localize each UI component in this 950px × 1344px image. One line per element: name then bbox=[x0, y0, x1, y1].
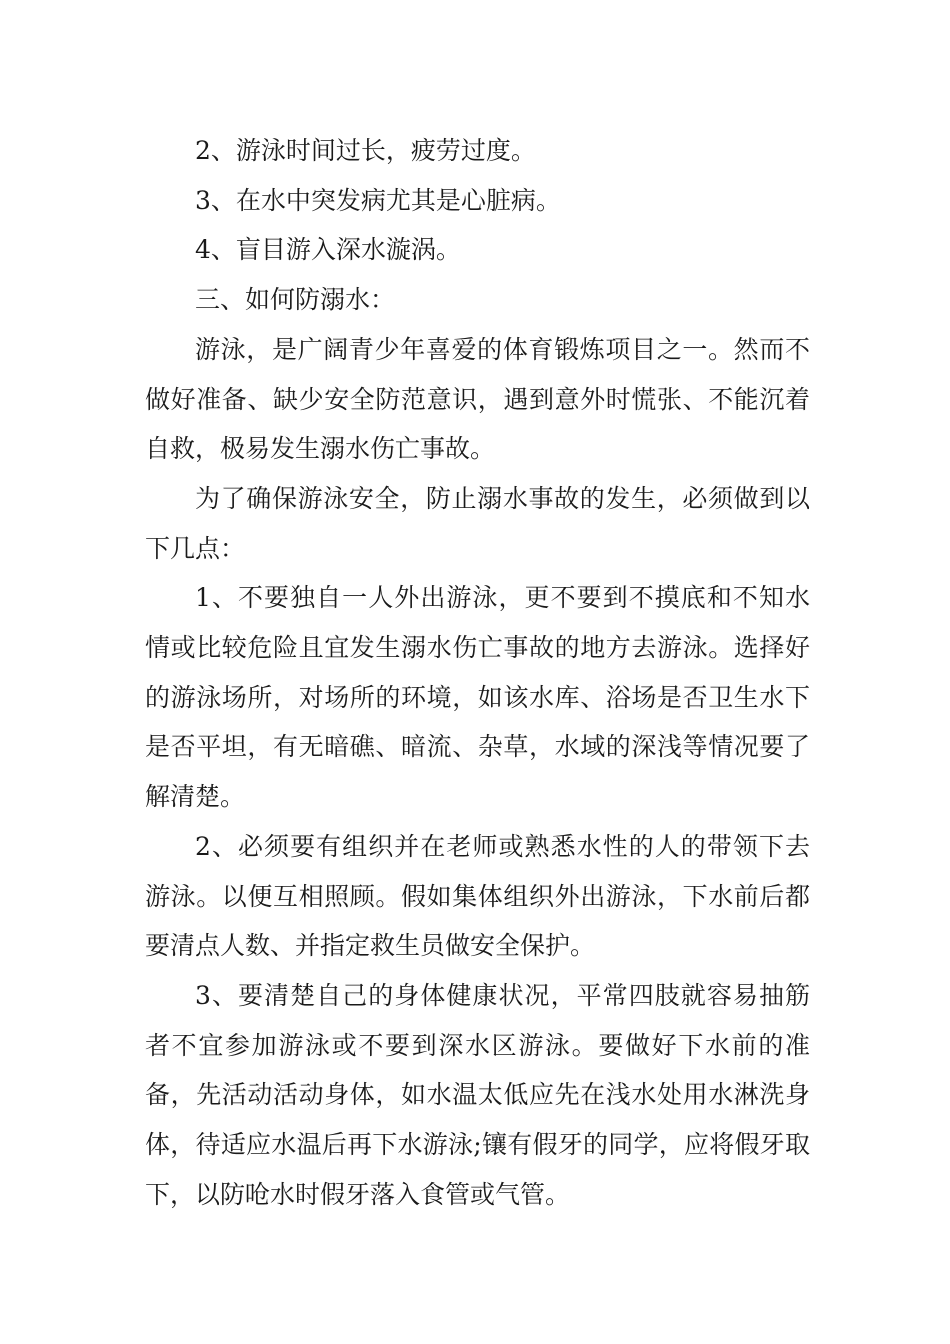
paragraph-requirements: 为了确保游泳安全，防止溺水事故的发生，必须做到以下几点： bbox=[145, 483, 810, 563]
document-body bbox=[145, 126, 810, 1219]
paragraph-rule-1: 1、不要独自一人外出游泳，更不要到不摸底和不知水情或比较危险且宜发生溺水伤亡事故的地方去游泳。选择好的游泳场所，对场所的环境，如该水库、浴场是否卫生水下是否平坦，有无暗礁、暗流、杂草，水域的深浅等情况要了解清楚。 bbox=[145, 583, 810, 812]
paragraph-intro: 游泳，是广阔青少年喜爱的体育锻炼项目之一。然而不做好准备、缺少安全防范意识，遇到意外时慌张、不能沉着自救，极易发生溺水伤亡事故。 bbox=[145, 334, 810, 464]
paragraph-cause-3: 3、在水中突发病尤其是心脏病。 bbox=[195, 185, 561, 215]
paragraph-cause-4: 4、盲目游入深水漩涡。 bbox=[195, 235, 461, 265]
paragraph-rule-2: 2、必须要有组织并在老师或熟悉水性的人的带领下去游泳。以便互相照顾。假如集体组织外出游泳，下水前后都要清点人数、并指定救生员做安全保护。 bbox=[145, 831, 810, 961]
paragraph-rule-3: 3、要清楚自己的身体健康状况，平常四肢就容易抽筋者不宜参加游泳或不要到深水区游泳。要做好下水前的准备，先活动活动身体，如水温太低应先在浅水处用水淋洗身体，待适应水温后再下水游泳;镶有假牙的同学，应将假牙取下，以防呛水时假牙落入食管或气管。 bbox=[145, 980, 810, 1209]
paragraph-cause-2: 2、游泳时间过长，疲劳过度。 bbox=[195, 136, 536, 165]
section-heading-prevention: 三、如何防溺水： bbox=[195, 285, 396, 315]
